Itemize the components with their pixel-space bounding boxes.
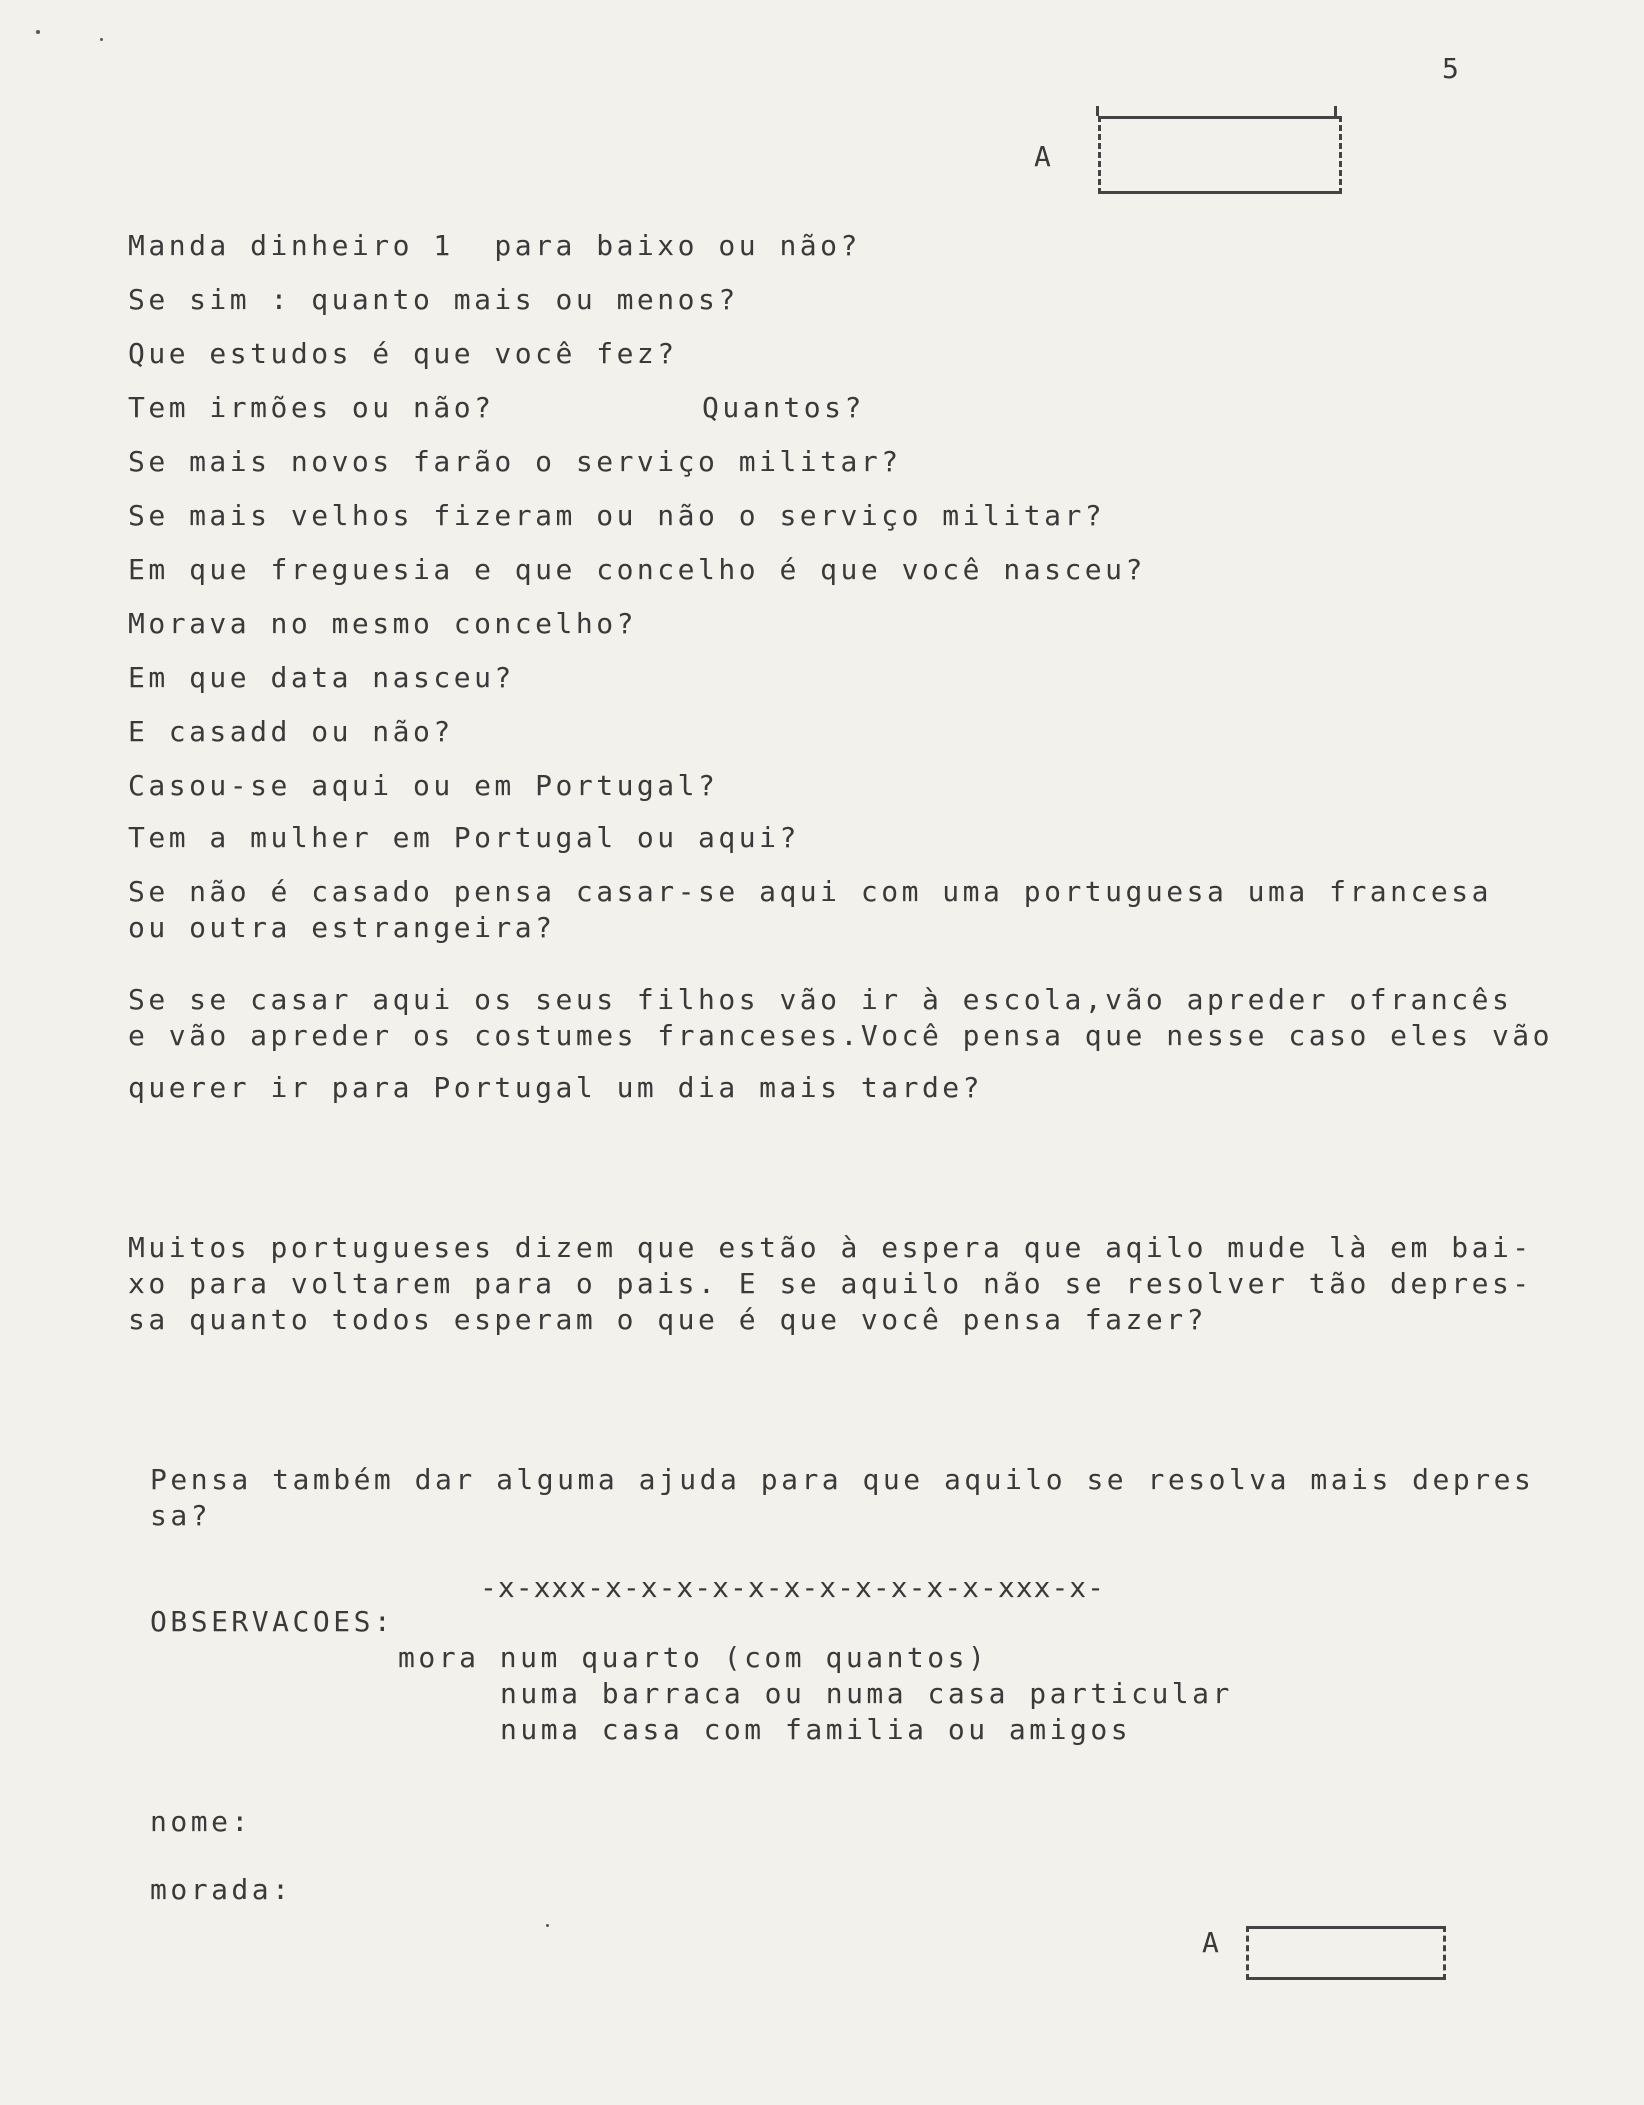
question-younger-military: Se mais novos farão o serviço militar?	[128, 445, 902, 478]
address-field-label: morada:	[150, 1873, 293, 1906]
paper-speck	[36, 30, 40, 34]
box-tick	[1096, 106, 1099, 116]
question-children-line2: e vão apreder os costumes franceses.Você pensa que nesse caso eles vão	[128, 1019, 1554, 1052]
question-help-line2: sa?	[150, 1499, 212, 1532]
question-birthplace: Em que freguesia e que concelho é que você nasceu?	[128, 553, 1146, 586]
top-answer-box	[1098, 116, 1342, 194]
box-tick	[1334, 106, 1337, 116]
question-wife-location: Tem a mulher em Portugal ou aqui?	[128, 821, 800, 854]
top-box-label: A	[1034, 140, 1051, 173]
observations-label: OBSERVACOES:	[150, 1605, 395, 1638]
question-where-married: Casou-se aqui ou em Portugal?	[128, 769, 719, 802]
question-how-many: Quantos?	[702, 391, 865, 424]
question-siblings: Tem irmões ou não?	[128, 391, 495, 424]
observation-line: numa casa com familia ou amigos	[500, 1713, 1132, 1746]
question-studies: Que estudos é que você fez?	[128, 337, 678, 370]
paper-speck	[546, 1924, 549, 1927]
name-field-label: nome:	[150, 1805, 252, 1838]
question-waiting-line2: xo para voltarem para o pais. E se aquilo não se resolver tão depres-	[128, 1267, 1533, 1300]
question-marriage-plans-line1: Se não é casado pensa casar-se aqui com uma portuguesa uma francesa	[128, 875, 1492, 908]
page-number: 5	[1442, 52, 1459, 85]
bottom-answer-box	[1246, 1926, 1446, 1980]
question-marriage-plans-line2: ou outra estrangeira?	[128, 911, 556, 944]
question-birth-date: Em que data nasceu?	[128, 661, 515, 694]
bottom-box-label: A	[1202, 1926, 1219, 1959]
question-married: E casadd ou não?	[128, 715, 454, 748]
paper-speck	[100, 38, 103, 41]
question-remittance: Manda dinheiro 1 para baixo ou não?	[128, 229, 861, 262]
observation-line: numa barraca ou numa casa particular	[500, 1677, 1233, 1710]
observation-line: mora num quarto (com quantos)	[398, 1641, 989, 1674]
question-same-county: Morava no mesmo concelho?	[128, 607, 637, 640]
question-children-line3: querer ir para Portugal um dia mais tarde?	[128, 1071, 984, 1104]
separator-line: -x-xxx-x-x-x-x-x-x-x-x-x-x-x-xxx-x-	[480, 1571, 1106, 1604]
question-waiting-line1: Muitos portugueses dizem que estão à espera que aqilo mude là em bai-	[128, 1231, 1533, 1264]
question-older-military: Se mais velhos fizeram ou não o serviço militar?	[128, 499, 1106, 532]
question-help-line1: Pensa também dar alguma ajuda para que aquilo se resolva mais depres	[150, 1463, 1535, 1496]
question-amount: Se sim : quanto mais ou menos?	[128, 283, 739, 316]
question-children-line1: Se se casar aqui os seus filhos vão ir à escola,vão apreder ofrancês	[128, 983, 1513, 1016]
question-waiting-line3: sa quanto todos esperam o que é que você pensa fazer?	[128, 1303, 1207, 1336]
